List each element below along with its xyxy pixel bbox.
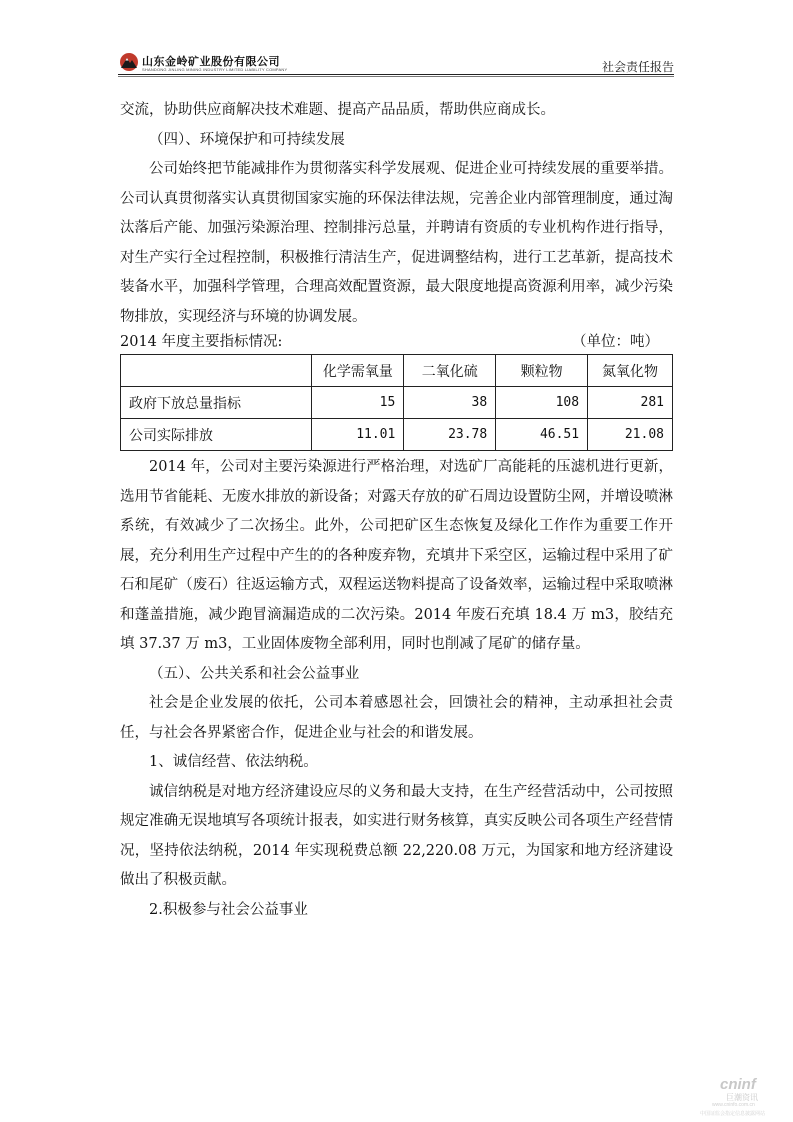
- table-corner-cell: [121, 355, 312, 387]
- header-cod: 化学需氧量: [312, 355, 404, 387]
- table-cell: 38: [404, 387, 496, 419]
- table-cell: 108: [496, 387, 588, 419]
- table-cell: 21.08: [588, 419, 673, 451]
- table-cell: 23.78: [404, 419, 496, 451]
- watermark-name: 巨潮资讯: [726, 1093, 758, 1102]
- paragraph-env-policy: 公司始终把节能减排作为贯彻落实科学发展观、促进企业可持续发展的重要举措。公司认真贯彻落实认真贯彻国家实施的环保法律法规，完善企业内部管理制度，通过淘汰落后产能、加强污染源治理、控制排污总量，并聘请有资质的专业机构作进行指导，对生产实行全过程控制，积极推行清洁生产，促进调整结构，进行工艺革新，提高技术装备水平，加强科学管理，合理高效配置资源，最大限度地提高资源利用率，减少污染物排放，实现经济与环境的协调发展。: [120, 161, 673, 325]
- header-nox: 氮氧化物: [588, 355, 673, 387]
- header-rule-thin: [118, 76, 674, 77]
- table-unit: （单位：吨）: [572, 334, 659, 350]
- section-heading-5: （五）、公共关系和社会公益事业: [149, 665, 360, 682]
- table-cell: 15: [312, 387, 404, 419]
- paragraph-pollution-control: 2014 年，公司对主要污染源进行严格治理，对选矿厂高能耗的压滤机进行更新，选用节省能耗、无废水排放的新设备；对露天存放的矿石周边设置防尘网，并增设喷淋系统，有效减少了二次扬尘。此外，公司把矿区生态恢复及绿化工作作为重要工作开展，充分利用生产过程中产生的的各种废弃物，充填井下采空区，运输过程中采用了矿石和尾矿（废石）往返运输方式，双程运送物料提高了设备效率，运输过程中采取喷淋和蓬盖措施，减少跑冒滴漏造成的二次污染。2014 年废石充填 18.4 万 m3，胶结充填 37.37 万 m3，工业固体废物全部利用，同时也削减了尾矿的储存量。: [120, 459, 673, 652]
- company-name-en: SHANDONG JINLING MINING INDUSTRY LIMITED LIABILITY COMPANY: [142, 67, 288, 72]
- company-name: 山东金岭矿业股份有限公司: [142, 55, 280, 68]
- table-caption: 2014 年度主要指标情况:: [120, 334, 283, 350]
- watermark-tagline: 中国证监会指定信息披露网站: [700, 1111, 766, 1117]
- header-particulates: 颗粒物: [496, 355, 588, 387]
- table-row: [121, 387, 673, 419]
- row-label: 公司实际排放: [121, 419, 312, 451]
- page-header: [118, 46, 674, 76]
- table-cell: 46.51: [496, 419, 588, 451]
- table-cell: 11.01: [312, 419, 404, 451]
- table-row: [121, 419, 673, 451]
- row-label: 政府下放总量指标: [121, 387, 312, 419]
- paragraph-social: 社会是企业发展的依托，公司本着感恩社会，回馈社会的精神，主动承担社会责任，与社会各界紧密合作，促进企业与社会的和谐发展。: [120, 695, 673, 741]
- subheading-tax: 1、诚信经营、依法纳税。: [149, 754, 318, 770]
- cninfo-watermark: [700, 1076, 780, 1116]
- table-header-row: [121, 355, 673, 387]
- emissions-table: [120, 354, 673, 451]
- report-title: 社会责任报告: [601, 60, 674, 74]
- watermark-logo: cninf: [720, 1076, 756, 1093]
- section-heading-4: （四）、环境保护和可持续发展: [149, 131, 345, 148]
- paragraph-tax: 诚信纳税是对地方经济建设应尽的义务和最大支持，在生产经营活动中，公司按照规定准确无误地填写各项统计报表，如实进行财务核算，真实反映公司各项生产经营情况，坚持依法纳税，2014 年实现税费总额 22,220.08 万元，为国家和地方经济建设做出了积极贡献。: [120, 783, 673, 888]
- company-logo-icon: [118, 52, 140, 72]
- subheading-charity: 2.积极参与社会公益事业: [149, 901, 308, 918]
- header-rule: [118, 74, 674, 75]
- header-so2: 二氧化硫: [404, 355, 496, 387]
- paragraph-continuation: 交流，协助供应商解决技术难题、提高产品品质，帮助供应商成长。: [120, 102, 555, 118]
- table-cell: 281: [588, 387, 673, 419]
- table-caption-row: [120, 332, 673, 352]
- document-body: [120, 96, 673, 925]
- watermark-url: www.cninfo.com.cn: [712, 1102, 755, 1108]
